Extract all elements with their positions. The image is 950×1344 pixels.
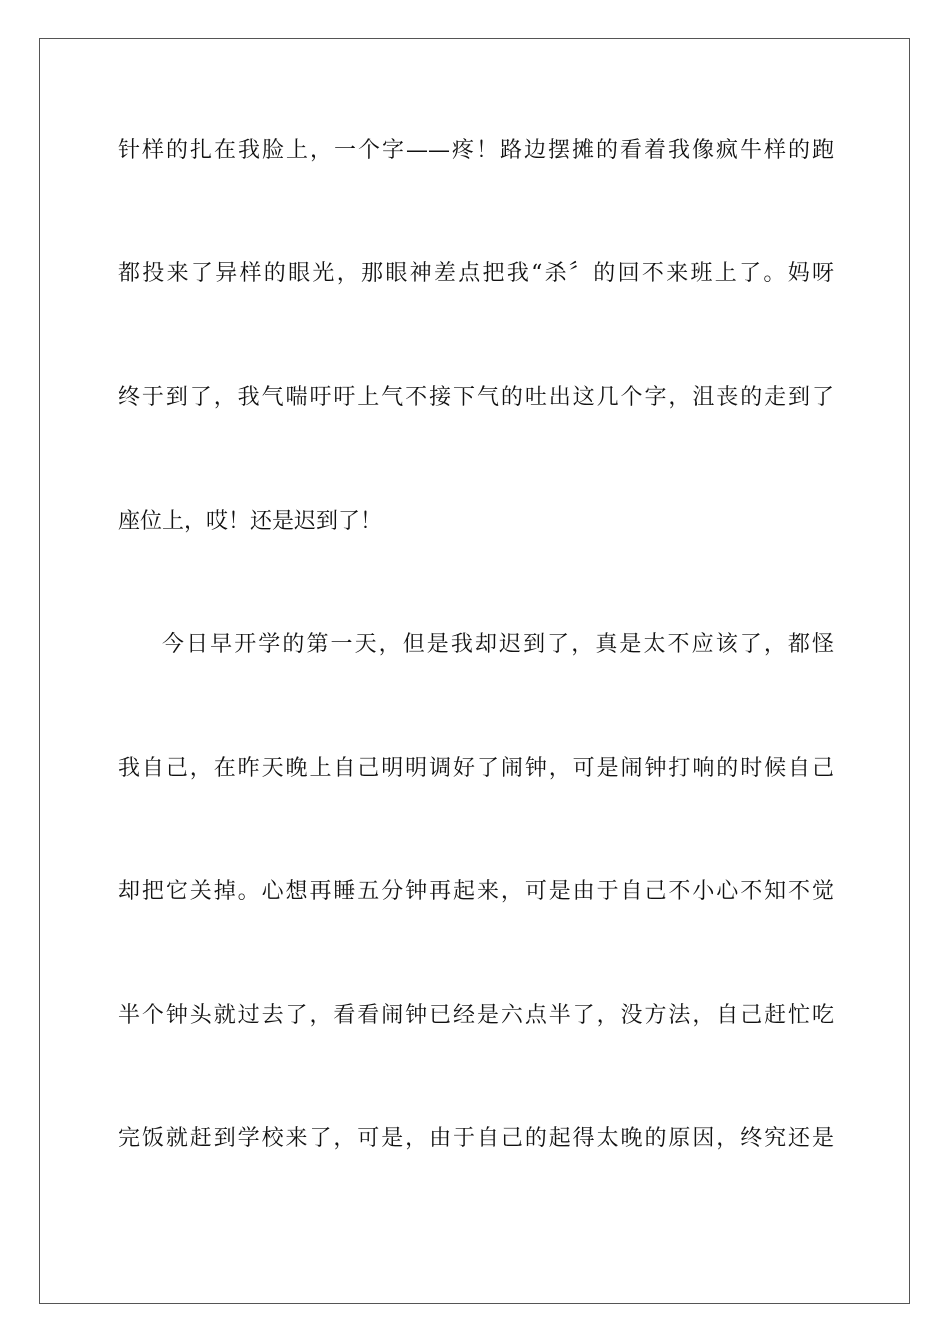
text-line-1: 针样的扎在我脸上，一个字——疼！路边摆摊的看着我像疯牛样的跑 [118, 138, 834, 163]
text-line-7: 却把它关掉。心想再睡五分钟再起来，可是由于自己不小心不知不觉 [118, 879, 834, 904]
text-line-8: 半个钟头就过去了，看看闹钟已经是六点半了，没方法，自己赶忙吃 [118, 1003, 834, 1028]
text-line-3: 终于到了，我气喘吁吁上气不接下气的吐出这几个字，沮丧的走到了 [118, 385, 834, 410]
page-border [39, 38, 910, 1304]
text-line-5: 今日早开学的第一天，但是我却迟到了，真是太不应该了，都怪 [162, 632, 834, 657]
text-line-2: 都投来了异样的眼光，那眼神差点把我“杀〞的回不来班上了。妈呀 [118, 261, 834, 286]
text-line-4: 座位上，哎！还是迟到了！ [118, 509, 383, 534]
text-line-9: 完饭就赶到学校来了，可是，由于自己的起得太晚的原因，终究还是 [118, 1126, 834, 1151]
text-line-6: 我自己，在昨天晚上自己明明调好了闹钟，可是闹钟打响的时候自己 [118, 756, 834, 781]
